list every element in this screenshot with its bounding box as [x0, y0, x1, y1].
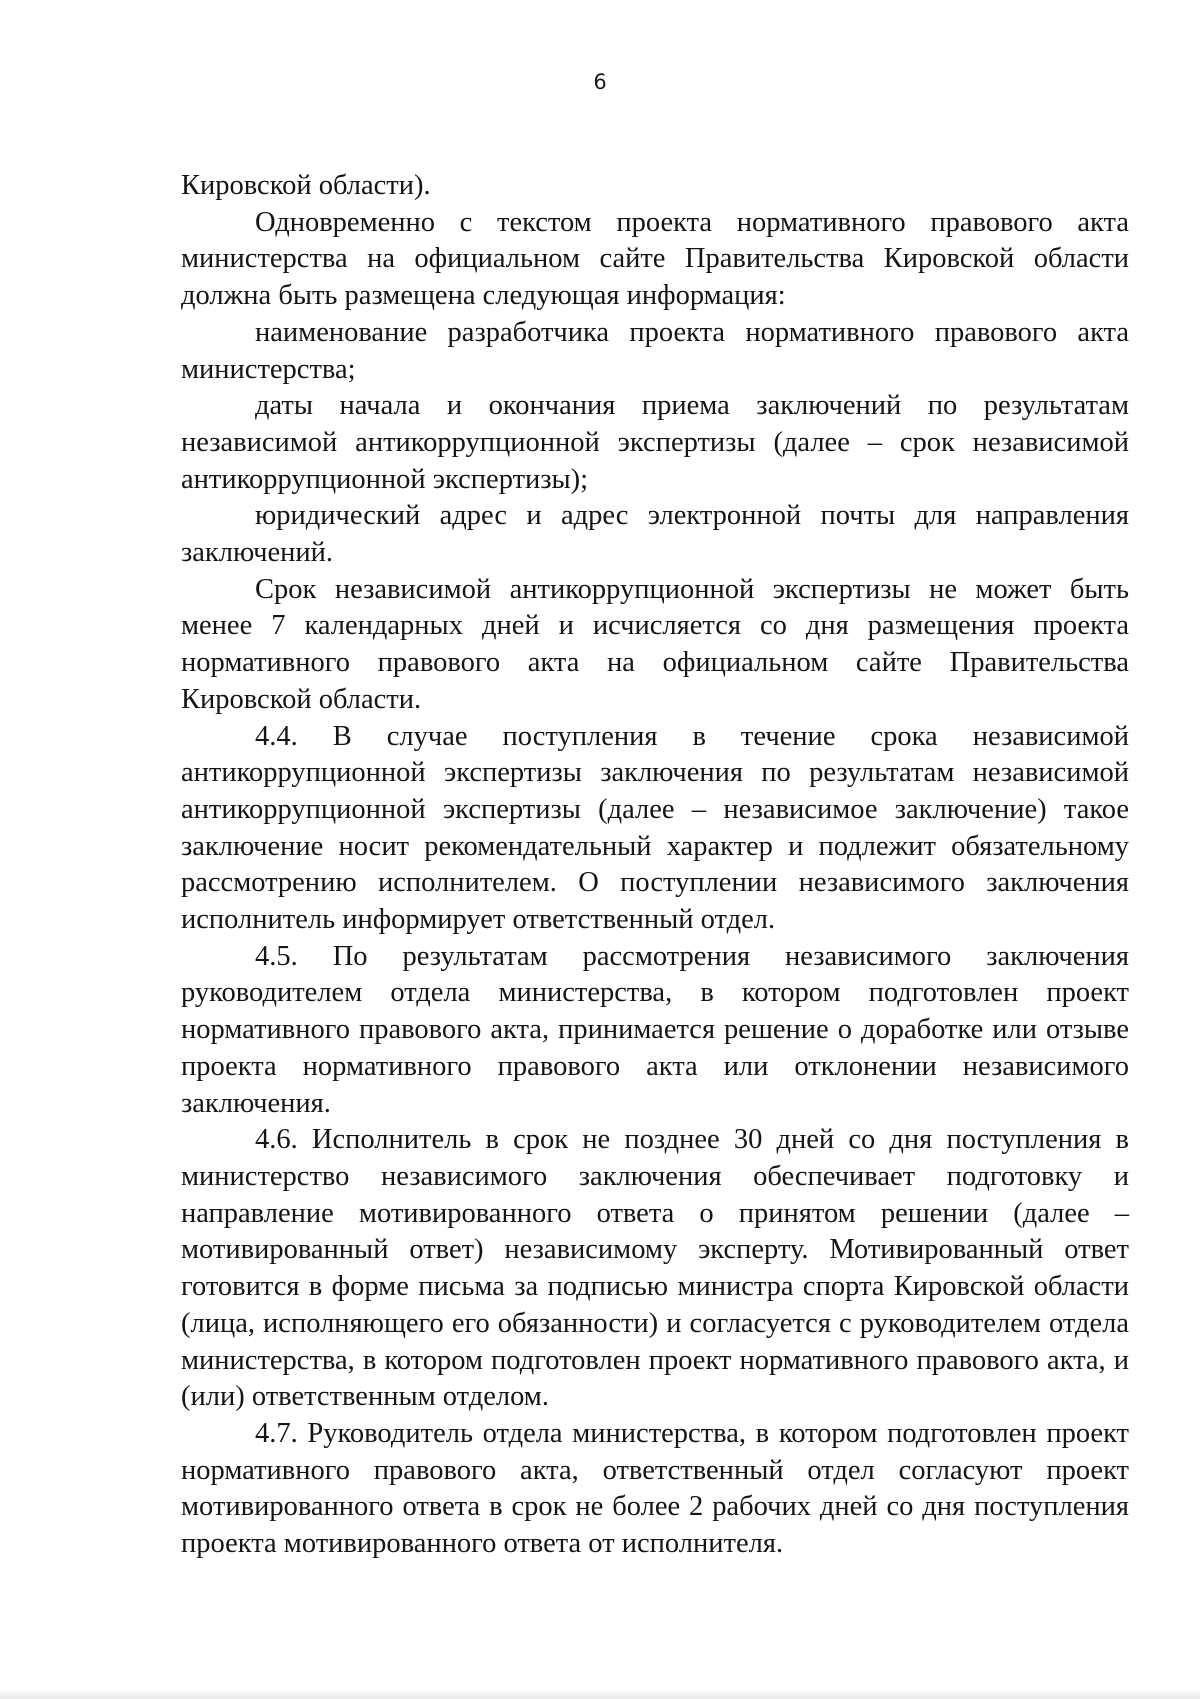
document-body [181, 168, 1129, 1563]
list-item-addresses: юридический адрес и адрес электронной почты для направления заключений. [181, 500, 1129, 569]
list-item-dates: даты начала и окончания приема заключений по результатам независимой антикоррупционной экспертизы (далее – срок независимой антикоррупционной экспертизы); [181, 390, 1129, 495]
scan-edge-shadow [0, 1690, 1200, 1699]
clause-4-5: 4.5. По результатам рассмотрения независимого заключения руководителем отдела министерства, в котором подготовлен проект нормативного правового акта, принимается решение о доработке или отзыве проекта нормативного правового акта или отклонении независимого заключения. [181, 940, 1129, 1119]
clause-4-4: 4.4. В случае поступления в течение срока независимой антикоррупционной экспертизы заключения по результатам независимой антикоррупционной экспертизы (далее – независимое заключение) такое заключение носит рекомендательный характер и подлежит обязательному рассмотрению исполнителем. О поступлении независимого заключения исполнитель информирует ответственный отдел. [181, 720, 1129, 936]
paragraph-expertise-term: Срок независимой антикоррупционной экспертизы не может быть менее 7 календарных дней и исчисляется со дня размещения проекта нормативного правового акта на официальном сайте Правительства Кировской области. [181, 573, 1129, 715]
list-item-developer-name: наименование разработчика проекта нормативного правового акта министерства; [181, 316, 1129, 385]
page-number: 6 [593, 70, 607, 94]
paragraph-continuation: Кировской области). [181, 170, 431, 201]
clause-4-6: 4.6. Исполнитель в срок не позднее 30 дней со дня поступления в министерство независимого заключения обеспечивает подготовку и направление мотивированного ответа о принятом решении (далее – мотивированный ответ) независимому эксперту. Мотивированный ответ готовится в форме письма за подписью министра спорта Кировской области (лица, исполняющего его обязанности) и согласуется с руководителем отдела министерства, в котором подготовлен проект нормативного правового акта, и (или) ответственным отделом. [181, 1124, 1129, 1413]
paragraph-simultaneous-publication: Одновременно с текстом проекта нормативного правового акта министерства на официальном сайте Правительства Кировской области должна быть размещена следующая информация: [181, 206, 1129, 312]
clause-4-7: 4.7. Руководитель отдела министерства, в котором подготовлен проект нормативного правового акта, ответственный отдел согласуют проект мотивированного ответа в срок не более 2 рабочих дней со дня поступления проекта мотивированного ответа от исполнителя. [181, 1417, 1129, 1560]
